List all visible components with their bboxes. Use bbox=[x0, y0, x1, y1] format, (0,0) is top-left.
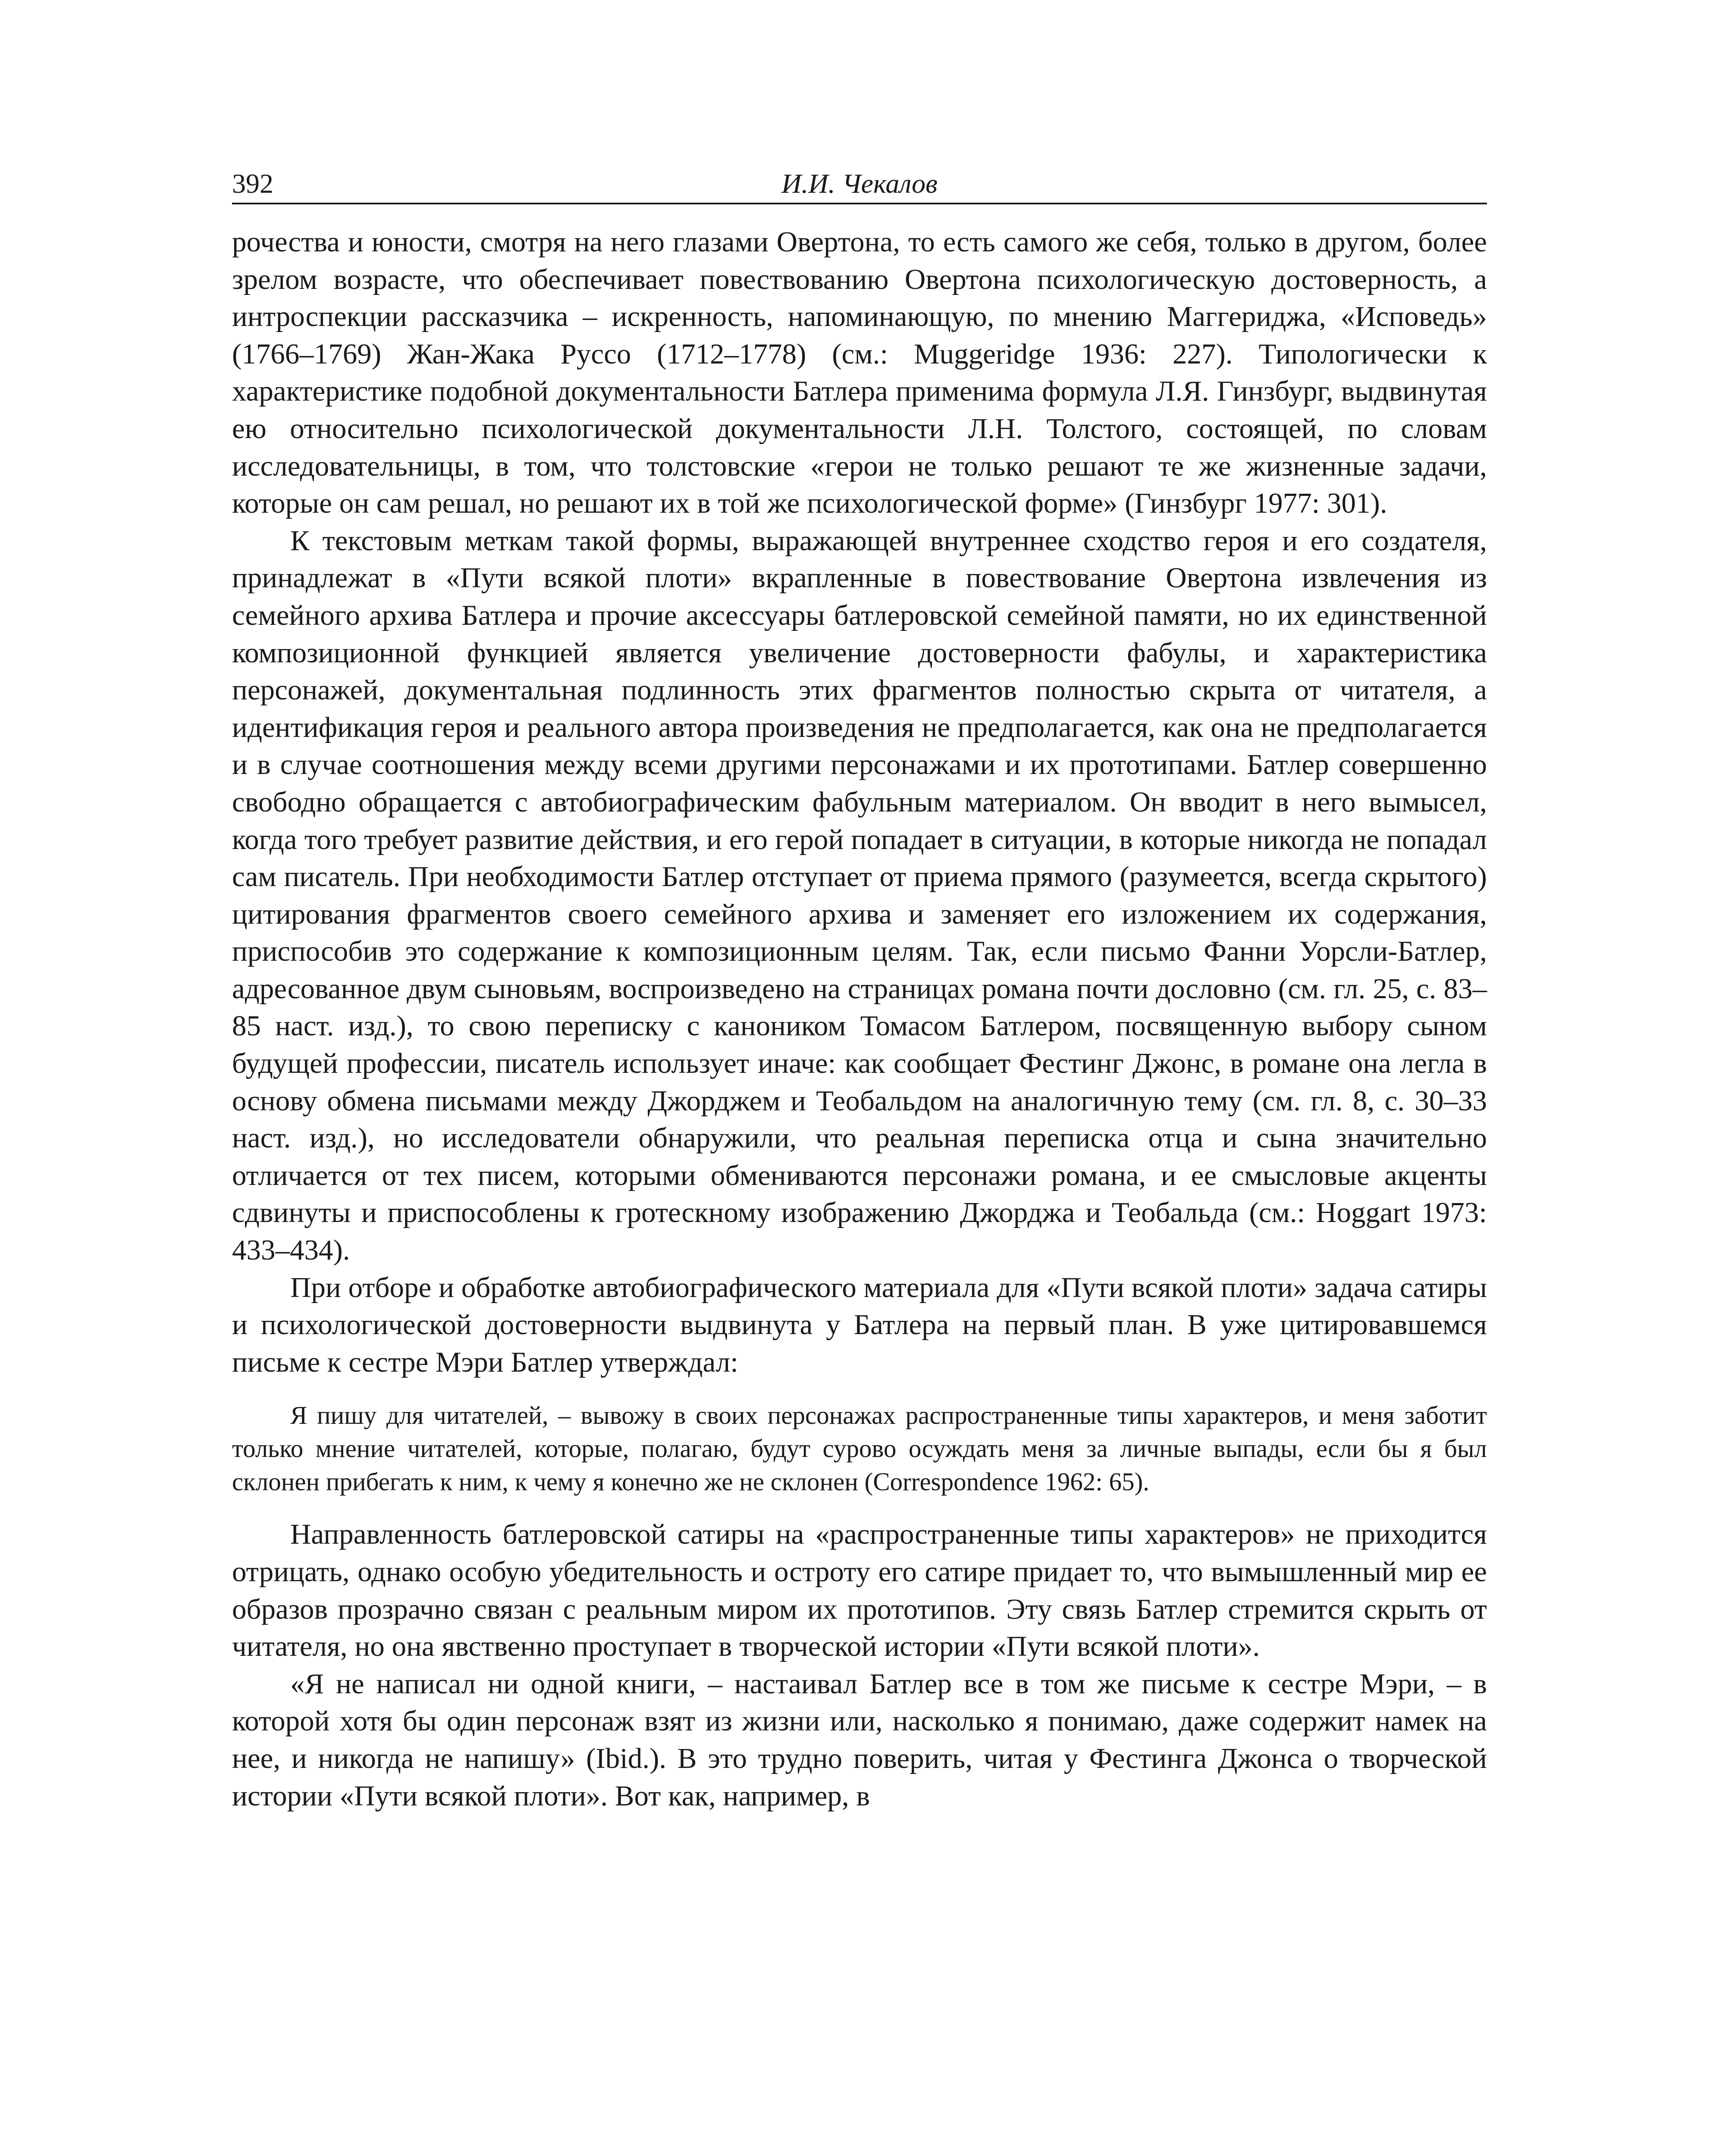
body-text bbox=[232, 223, 1487, 1814]
running-head bbox=[232, 168, 1487, 204]
paragraph-continuation: рочества и юности, смотря на него глазами Овертона, то есть самого же себя, только в другом, более зрелом возрасте, что обеспечивает повествованию Овертона психологическую достоверность, а интроспекции рассказчика – искренность, напоминающую, по мнению Маггериджа, «Исповедь» (1766–1769) Жан-Жака Руссо (1712–1778) (см.: Muggeridge 1936: 227). Типологически к характеристике подобной документальности Батлера применима формула Л.Я. Гинзбург, выдвинутая ею относительно психологической документальности Л.Н. Толстого, состоящей, по словам исследовательницы, в том, что толстовские «герои не только решают те же жизненные задачи, которые он сам решал, но решают их в той же психологической форме» (Гинзбург 1977: 301). bbox=[232, 226, 1487, 520]
running-head-author: И.И. Чекалов bbox=[781, 168, 938, 199]
paragraph: К текстовым меткам такой формы, выражающей внутреннее сходство героя и его создателя, принадлежат в «Пути всякой плоти» вкрапленные в повествование Овертона извлечения из семейного архива Батлера и прочие аксессуары батлеровской семейной памяти, но их единственной композиционной функцией является увеличение достоверности фабулы, и характеристика персонажей, документальная подлинность этих фрагментов полностью скрыта от читателя, а идентификация героя и реального автора произведения не предполагается, как она не предполагается и в случае соотношения между всеми другими персонажами и их прототипами. Батлер совершенно свободно обращается с автобиографическим фабульным материалом. Он вводит в него вымысел, когда того требует развитие действия, и его герой попадает в ситуации, в которые никогда не попадал сам писатель. При необходимости Батлер отступает от приема прямого (разумеется, всегда скрытого) цитирования фрагментов своего семейного архива и заменяет его изложением их содержания, приспособив это содержание к композиционным целям. Так, если письмо Фанни Уорсли-Батлер, адресованное двум сыновьям, воспроизведено на страницах романа почти дословно (см. гл. 25, с. 83–85 наст. изд.), то свою переписку с каноником Томасом Батлером, посвященную выбору сыном будущей профессии, писатель использует иначе: как сообщает Фестинг Джонс, в романе она легла в основу обмена письмами между Джорджем и Теобальдом на аналогичную тему (см. гл. 8, с. 30–33 наст. изд.), но исследователи обнаружили, что реальная переписка отца и сына значительно отличается от тех писем, которыми обмениваются персонажи романа, и ее смысловые акценты сдвинуты и приспособлены к гротескному изображению Джорджа и Теобальда (см.: Hoggart 1973: 433–434). bbox=[232, 524, 1487, 1266]
book-page bbox=[232, 168, 1487, 1814]
block-quote: Я пишу для читателей, – вывожу в своих персонажах распространенные типы характеров, и меня заботит только мнение читателей, которые, полагаю, будут сурово осуждать меня за личные выпады, если бы я был склонен прибегать к ним, к чему я конечно же не склонен (Correspondence 1962: 65). bbox=[232, 1401, 1487, 1496]
paragraph: При отборе и обработке автобиографического материала для «Пути всякой плоти» задача сатиры и психологической достоверности выдвинута у Батлера на первый план. В уже цитировавшемся письме к сестре Мэри Батлер утверждал: bbox=[232, 1271, 1487, 1378]
paragraph: «Я не написал ни одной книги, – настаивал Батлер все в том же письме к сестре Мэри, – в которой хотя бы один персонаж взят из жизни или, насколько я понимаю, даже содержит намек на нее, и никогда не напишу» (Ibid.). В это трудно поверить, читая у Фестинга Джонса о творческой истории «Пути всякой плоти». Вот как, например, в bbox=[232, 1667, 1487, 1812]
paragraph: Направленность батлеровской сатиры на «распространенные типы характеров» не приходится отрицать, однако особую убедительность и остроту его сатире придает то, что вымышленный мир ее образов прозрачно связан с реальным миром их прототипов. Эту связь Батлер стремится скрыть от читателя, но она явственно проступает в творческой истории «Пути всякой плоти». bbox=[232, 1518, 1487, 1663]
page-number: 392 bbox=[232, 168, 273, 199]
